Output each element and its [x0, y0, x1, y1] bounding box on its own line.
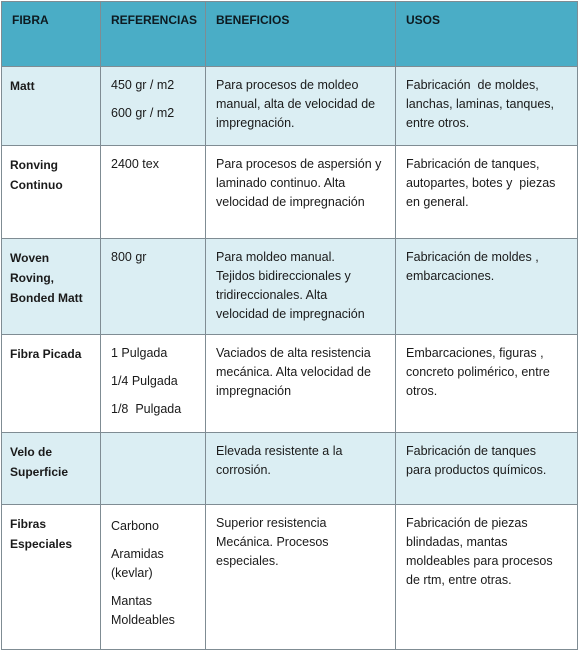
- referencia-line: Mantas: [111, 594, 152, 608]
- uso-line: para productos químicos.: [406, 463, 547, 477]
- table-row: [2, 146, 578, 239]
- table-row: [2, 239, 578, 335]
- beneficio-line: impregnación: [216, 384, 292, 398]
- uso-line: en general.: [406, 195, 469, 209]
- uso-line: otros.: [406, 384, 438, 398]
- table-row: [2, 335, 578, 433]
- fibra-line: Woven: [10, 251, 50, 265]
- table-row: [2, 505, 578, 650]
- cell-referencias: [101, 505, 206, 650]
- uso-line: moldeables para procesos: [406, 554, 553, 568]
- cell-beneficios: [206, 433, 396, 505]
- cell-beneficios: [206, 505, 396, 650]
- beneficio-line: especiales.: [216, 554, 279, 568]
- cell-usos: [396, 433, 578, 505]
- referencia-line: 1/4 Pulgada: [111, 374, 178, 388]
- cell-referencias: [101, 146, 206, 239]
- table-row: [2, 433, 578, 505]
- header-fibra: FIBRA: [2, 2, 101, 67]
- cell-beneficios: [206, 67, 396, 146]
- fibra-line: Ronving: [10, 158, 58, 172]
- beneficio-line: Para moldeo manual.: [216, 250, 335, 264]
- cell-usos: [396, 335, 578, 433]
- fibra-line: Fibras: [10, 517, 47, 531]
- fibra-line: Roving,: [10, 271, 54, 285]
- uso-line: Fabricación de moldes ,: [406, 250, 539, 264]
- beneficio-line: Para procesos de aspersión y: [216, 157, 382, 171]
- cell-fibra: [2, 335, 101, 433]
- cell-referencias: [101, 239, 206, 335]
- beneficio-line: impregnación.: [216, 116, 295, 130]
- referencia-line: 1/8 Pulgada: [111, 402, 182, 416]
- cell-usos: [396, 505, 578, 650]
- beneficio-line: manual, alta de velocidad de: [216, 97, 376, 111]
- referencia-line: 2400 tex: [111, 157, 159, 171]
- uso-line: lanchas, laminas, tanques,: [406, 97, 555, 111]
- beneficio-line: Para procesos de moldeo: [216, 78, 359, 92]
- cell-fibra: [2, 505, 101, 650]
- fibra-table: [1, 1, 578, 650]
- fibra-line: Velo de: [10, 445, 53, 459]
- uso-line: Embarcaciones, figuras ,: [406, 346, 544, 360]
- cell-fibra: [2, 67, 101, 146]
- beneficio-line: velocidad de impregnación: [216, 307, 365, 321]
- fibra-line: Matt: [10, 79, 35, 93]
- beneficio-line: laminado continuo. Alta: [216, 176, 346, 190]
- referencia-line: 1 Pulgada: [111, 346, 168, 360]
- uso-line: embarcaciones.: [406, 269, 495, 283]
- cell-beneficios: [206, 239, 396, 335]
- beneficio-line: Mecánica. Procesos: [216, 535, 329, 549]
- uso-line: de rtm, entre otras.: [406, 573, 512, 587]
- referencia-line: Moldeables: [111, 613, 175, 627]
- header-referencias: REFERENCIAS: [101, 2, 206, 67]
- beneficio-line: tridireccionales. Alta: [216, 288, 328, 302]
- uso-line: Fabricación de piezas: [406, 516, 528, 530]
- beneficio-line: velocidad de impregnación: [216, 195, 365, 209]
- beneficio-line: Tejidos bidireccionales y: [216, 269, 351, 283]
- referencia-line: (kevlar): [111, 566, 153, 580]
- cell-beneficios: [206, 146, 396, 239]
- uso-line: Fabricación de moldes,: [406, 78, 539, 92]
- header-beneficios: BENEFICIOS: [206, 2, 396, 67]
- beneficio-line: mecánica. Alta velocidad de: [216, 365, 371, 379]
- cell-fibra: [2, 433, 101, 505]
- referencia-line: 800 gr: [111, 250, 147, 264]
- beneficio-line: corrosión.: [216, 463, 271, 477]
- uso-line: autopartes, botes y piezas: [406, 176, 556, 190]
- cell-referencias: [101, 335, 206, 433]
- uso-line: entre otros.: [406, 116, 470, 130]
- beneficio-line: Elevada resistente a la: [216, 444, 343, 458]
- cell-fibra: [2, 146, 101, 239]
- uso-line: Fabricación de tanques: [406, 444, 536, 458]
- referencia-line: 450 gr / m2: [111, 78, 175, 92]
- cell-referencias: [101, 433, 206, 505]
- cell-fibra: [2, 239, 101, 335]
- cell-usos: [396, 67, 578, 146]
- uso-line: concreto polimérico, entre: [406, 365, 550, 379]
- header-usos: USOS: [396, 2, 578, 67]
- fibra-line: Bonded Matt: [10, 291, 83, 305]
- beneficio-line: Vaciados de alta resistencia: [216, 346, 371, 360]
- fibra-line: Fibra Picada: [10, 347, 82, 361]
- uso-line: Fabricación de tanques,: [406, 157, 540, 171]
- table-row: [2, 67, 578, 146]
- table-header-row: [2, 2, 578, 67]
- referencia-line: Carbono: [111, 519, 159, 533]
- cell-beneficios: [206, 335, 396, 433]
- uso-line: blindadas, mantas: [406, 535, 508, 549]
- cell-usos: [396, 146, 578, 239]
- cell-usos: [396, 239, 578, 335]
- fibra-line: Superficie: [10, 465, 69, 479]
- cell-referencias: [101, 67, 206, 146]
- fibra-line: Especiales: [10, 537, 73, 551]
- referencia-line: 600 gr / m2: [111, 106, 175, 120]
- beneficio-line: Superior resistencia: [216, 516, 327, 530]
- fibra-line: Continuo: [10, 178, 63, 192]
- referencia-line: Aramidas: [111, 547, 164, 561]
